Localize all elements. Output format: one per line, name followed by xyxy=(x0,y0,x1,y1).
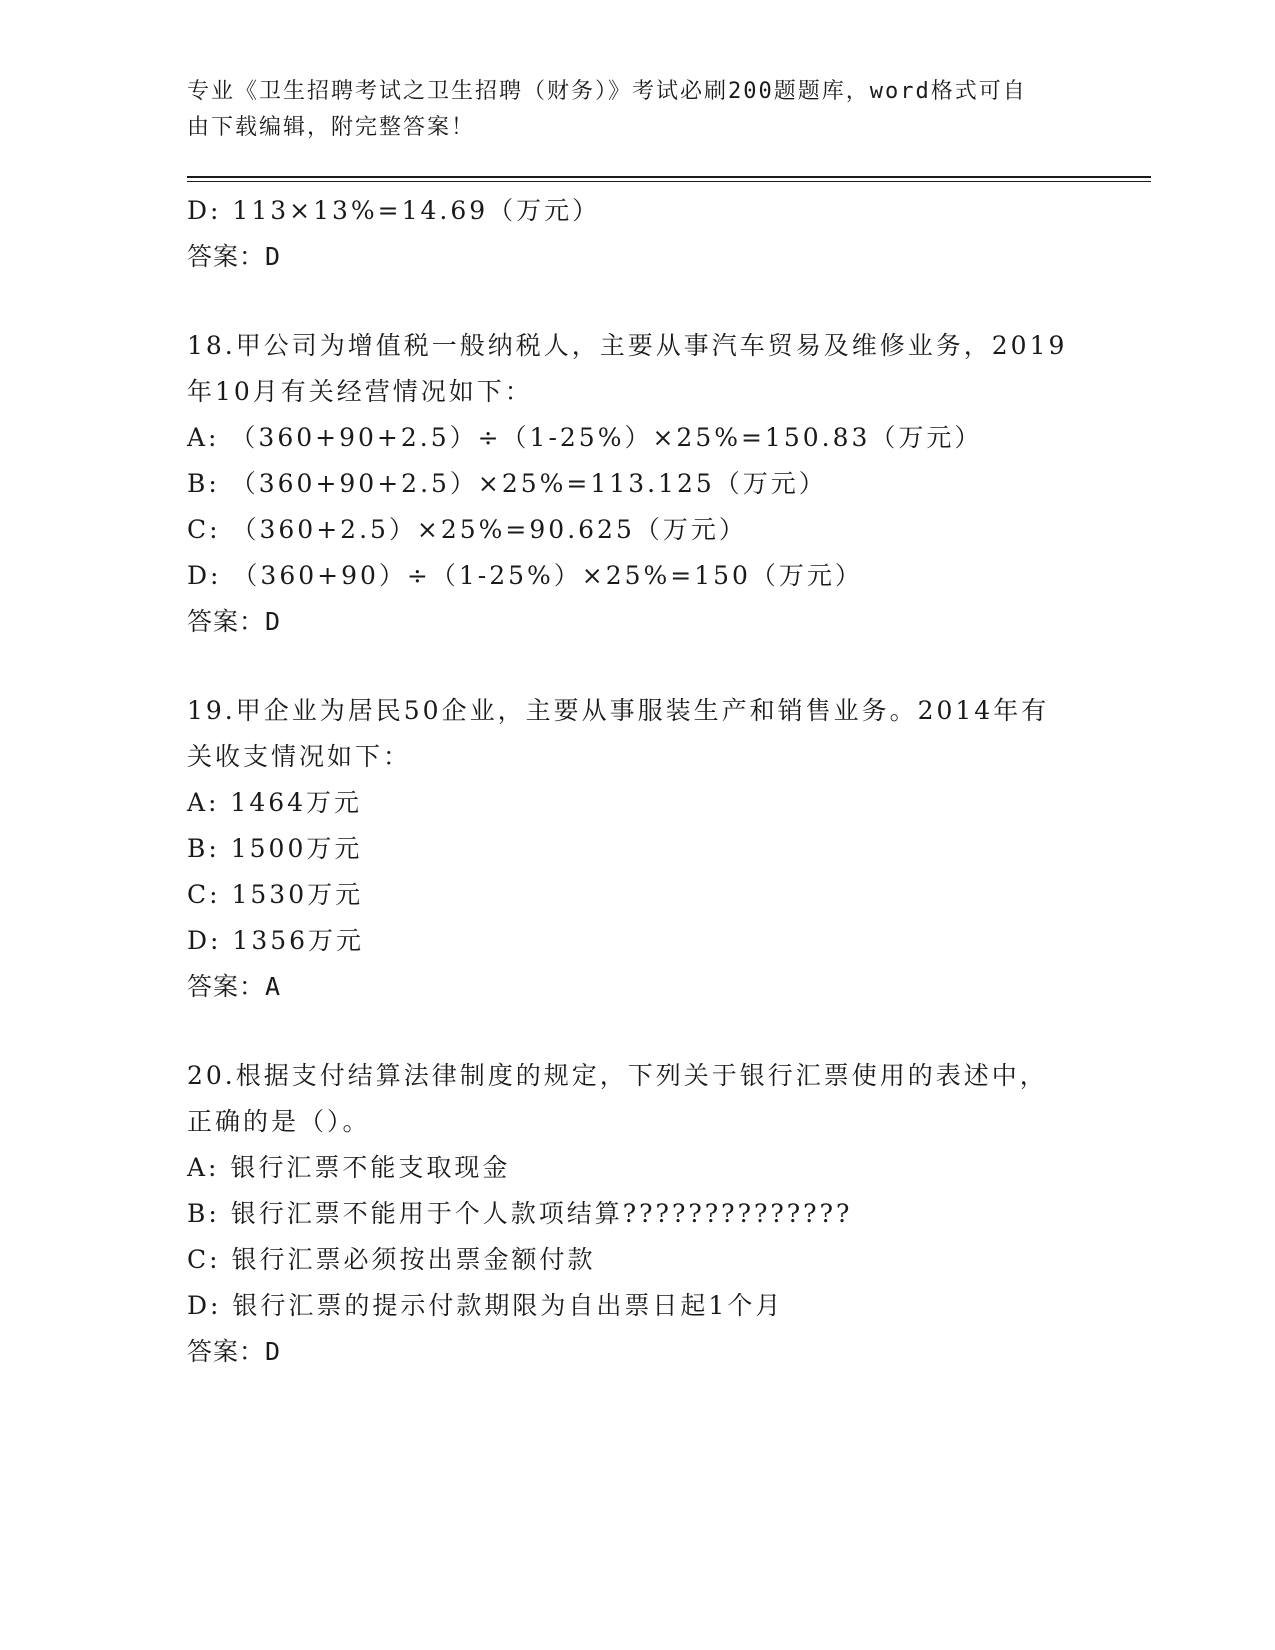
spacer xyxy=(187,280,1087,323)
answer: 答案：D xyxy=(187,1337,282,1366)
option-a: A: 1464万元 xyxy=(187,788,363,817)
header-line-2: 由下载编辑，附完整答案！ xyxy=(187,115,476,140)
option-a: A: （360+90+2.5）÷（1-25%）×25%=150.83（万元） xyxy=(187,423,983,452)
option-d: D: 银行汇票的提示付款期限为自出票日起1个月 xyxy=(187,1291,784,1320)
option-d: D: （360+90）÷（1-25%）×25%=150（万元） xyxy=(187,561,863,590)
option-c: C: 1530万元 xyxy=(187,880,364,909)
header-line-1: 专业《卫生招聘考试之卫生招聘（财务）》考试必刷200题题库，word格式可自 xyxy=(187,79,1027,104)
option-c: C: 银行汇票必须按出票金额付款 xyxy=(187,1245,596,1274)
question-stem: 年10月有关经营情况如下： xyxy=(187,377,533,406)
option-a: A: 银行汇票不能支取现金 xyxy=(187,1153,511,1182)
answer: 答案：D xyxy=(187,242,282,271)
question-stem: 关收支情况如下： xyxy=(187,742,412,771)
answer: 答案：D xyxy=(187,607,282,636)
header-rule-thick xyxy=(187,176,1151,178)
question-19 xyxy=(187,688,1087,1010)
question-stem: 19.甲企业为居民50企业，主要从事服装生产和销售业务。2014年有 xyxy=(187,696,1050,725)
question-content xyxy=(187,188,1087,1375)
answer: 答案：A xyxy=(187,972,282,1001)
option-c: C: （360+2.5）×25%=90.625（万元） xyxy=(187,515,747,544)
option-d: D: 1356万元 xyxy=(187,926,365,955)
option-d: D: 113×13%=14.69（万元） xyxy=(187,196,601,225)
previous-question-tail xyxy=(187,188,1087,280)
question-stem: 20.根据支付结算法律制度的规定，下列关于银行汇票使用的表述中， xyxy=(187,1061,1048,1090)
option-b: B: 1500万元 xyxy=(187,834,363,863)
spacer xyxy=(187,645,1087,688)
question-20 xyxy=(187,1053,1087,1375)
document-header xyxy=(187,74,1087,146)
header-rule-thin xyxy=(187,181,1151,182)
question-stem: 正确的是（）。 xyxy=(187,1107,371,1136)
spacer xyxy=(187,1010,1087,1053)
question-18 xyxy=(187,323,1087,645)
option-b: B: （360+90+2.5）×25%=113.125（万元） xyxy=(187,469,827,498)
option-b: B: 银行汇票不能用于个人款项结算?????????????? xyxy=(187,1199,853,1228)
question-stem: 18.甲公司为增值税一般纳税人，主要从事汽车贸易及维修业务，2019 xyxy=(187,331,1068,360)
